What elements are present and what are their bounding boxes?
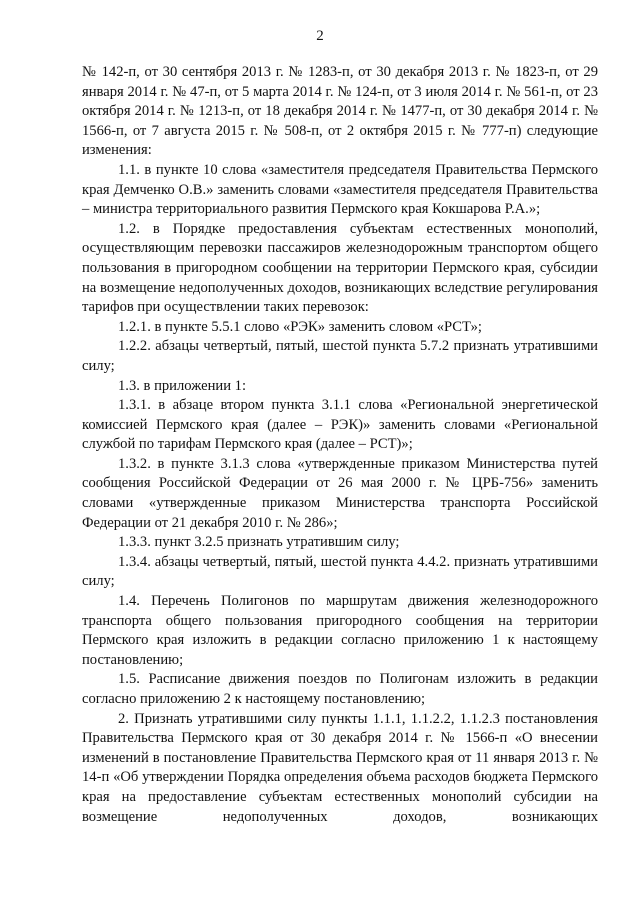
paragraph-2: 2. Признать утратившими силу пункты 1.1.1, 1.1.2.2, 1.1.2.3 постановления Правительства Пермского края от 30 декабря 2014 г. № 1566-п «О внесении изменений в постановление Правительства Пермского края от 11 января 2013 г. № 14-п «Об утверждении Порядка определения объема расходов бюджета Пермского края на предоставление субъектам естественных монополий субсидии на возмещение недополученных доходов, возникающих xyxy=(82,710,598,825)
paragraph-1-2-2: 1.2.2. абзацы четвертый, пятый, шестой пункта 5.7.2 признать утратившими силу; xyxy=(82,338,598,374)
paragraph-continuation: № 142-п, от 30 сентября 2013 г. № 1283-п, от 30 декабря 2013 г. № 1823-п, от 29 января 2014 г. № 47-п, от 5 марта 2014 г. № 124-п, от 3 июля 2014 г. № 561-п, от 23 октября 2014 г. № 1213-п, от 18 декабря 2014 г. № 1477-п, от 30 декабря 2014 г. № 1566-п, от 7 августа 2015 г. № 508-п, от 2 октября 2015 г. № 777-п) следующие изменения: xyxy=(82,64,598,159)
paragraph-1-3-3: 1.3.3. пункт 3.2.5 признать утратившим силу; xyxy=(118,534,400,551)
paragraph-1-3-4: 1.3.4. абзацы четвертый, пятый, шестой пункта 4.4.2. признать утратившими силу; xyxy=(82,553,598,590)
paragraph-1-2-1: 1.2.1. в пункте 5.5.1 слово «РЭК» заменить словом «РСТ»; xyxy=(118,318,482,335)
paragraph-1-2: 1.2. в Порядке предоставления субъектам естественных монополий, осуществляющим перевозки пассажиров железнодорожным транспортом общего пользования в пригородном сообщении на территории Пермского края, субсидии на возмещение недополученных доходов, возникающих вследствие регулирования тарифов при осуществлении таких перевозок: xyxy=(82,220,598,316)
paragraph-1-3-1: 1.3.1. в абзаце втором пункта 3.1.1 слова «Региональной энергетической комиссией Пермского края (далее – РЭК)» заменить словами «Региональной службой по тарифам Пермского края (далее – РСТ)»; xyxy=(82,397,598,453)
paragraph-1-4: 1.4. Перечень Полигонов по маршрутам движения железнодорожного транспорта общего пользования пригородного сообщения на территории Пермского края изложить в редакции согласно приложению 1 к настоящему постановлению; xyxy=(82,593,598,668)
paragraph-1-3: 1.3. в приложении 1: xyxy=(118,377,247,394)
page-number: 2 xyxy=(316,28,324,44)
paragraph-1-5: 1.5. Расписание движения поездов по Полигонам изложить в редакции согласно приложению 2 к настоящему постановлению; xyxy=(82,671,598,707)
paragraph-1-1: 1.1. в пункте 10 слова «заместителя председателя Правительства Пермского края Демченко О.В.» заменить словами «заместителя председателя Правительства – министра территориального развития Пермского края Кокшарова Р.А.»; xyxy=(82,161,598,218)
document-body xyxy=(82,63,598,827)
paragraph-1-3-2: 1.3.2. в пункте 3.1.3 слова «утвержденные приказом Министерства путей сообщения Российской Федерации от 26 мая 2000 г. № ЦРБ-756» заменить словами «утвержденные приказом Министерства транспорта Российской Федерации от 21 декабря 2010 г. № 286»; xyxy=(82,455,598,531)
